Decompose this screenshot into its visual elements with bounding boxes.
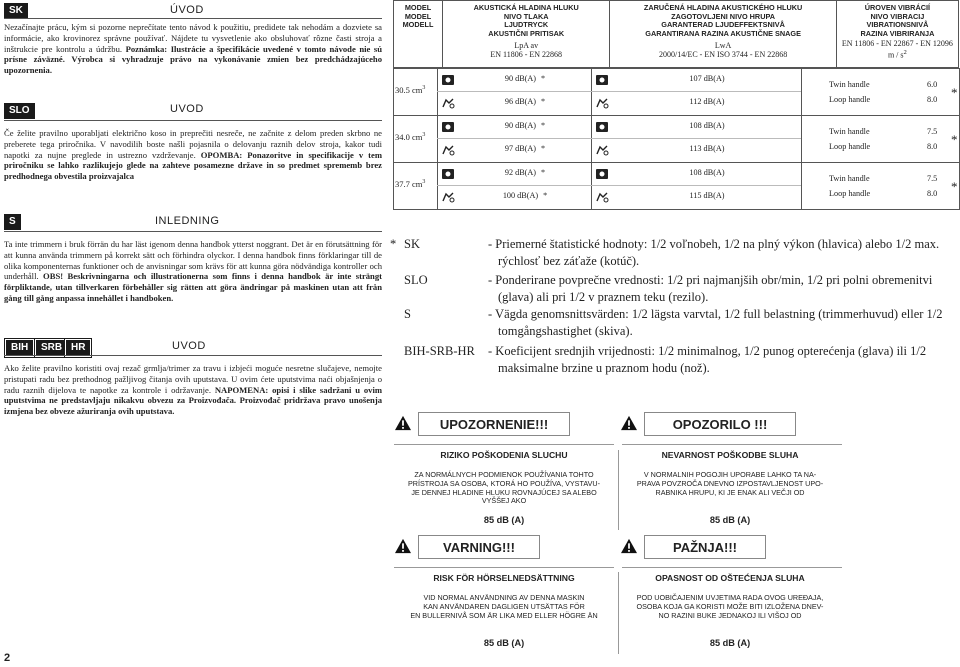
intro-normal-s: Ta inte trimmern i bruk förrän du har läst igenom denna handbok ytterst noggrant. Det är en förutsättning för att kunna använda trimmern på korrekt sätt och förhindra olyckor. I denna handbok finns förklaringar till de olika komponenternas funktioner och de anvisningar som krävs för att kunna göra nödvändiga kontroller och underhåll. xyxy=(4,239,382,282)
warning-text xyxy=(394,471,614,506)
vibration-handle: Loop handle xyxy=(829,142,871,151)
model-cell xyxy=(395,85,437,95)
table-rule xyxy=(393,162,959,163)
vibration-value: 8.0 xyxy=(927,142,938,151)
model-value: 37.7 cm xyxy=(395,179,423,189)
spec-table xyxy=(393,0,959,68)
warning-title: OPASNOST OD OŠTEĆENJA SLUHA xyxy=(655,573,805,583)
intro-note-slo: OPOMBA: Ponazoritve in specifikacije v tem priročniku se lahko razlikujejo glede na zahteve posamezne države in so predmet sprememb brez predhodnega obvestila proizvajalca xyxy=(4,149,382,182)
asterisk-mark: * xyxy=(541,74,546,83)
cubic-superscript: 3 xyxy=(422,132,426,139)
warning-text-line: JE DENNEJ HLADINE HLUKU ROVNAJÚCEJ SA ALEBO xyxy=(411,487,597,497)
warning-title: NEVARNOST POŠKODBE SLUHA xyxy=(661,450,799,460)
lpa-text: 90 dB(A) xyxy=(504,74,537,83)
note-language: SK xyxy=(404,237,420,251)
engine-icon xyxy=(595,167,609,179)
table-rule xyxy=(393,68,959,69)
warning-text-line: V NORMALNIH POGOJIH UPORABE LAHKO TA NA- xyxy=(643,470,817,479)
engine-icon xyxy=(595,120,609,132)
lpa-value xyxy=(459,168,591,177)
vibration-handle: Loop handle xyxy=(829,95,871,104)
table-rule xyxy=(591,68,592,210)
lpa-text: 90 dB(A) xyxy=(504,121,537,130)
lpa-value xyxy=(459,191,591,200)
warning-text-line: PRAVA POVZROČA DNEVNO IZPOSTAVLJENOST UPO- xyxy=(636,478,824,488)
warning-text-line: VYŠŠEJ AKO xyxy=(481,496,527,506)
note-language: S xyxy=(404,307,411,321)
noise-header-line: AKUSTIČNI PRITISAK xyxy=(488,28,565,38)
lwa-value: 115 dB(A) xyxy=(689,191,725,200)
warning-text-line: RABNIKA HRUPU, KI JE ENAK ALI VEČJI OD xyxy=(655,487,805,497)
note-text: - Priemerné štatistické hodnoty: 1/2 voľnobeh, 1/2 na plný výkon (hlavica) alebo 1/2 max. rýchlosť bez záťaže (kotúč). xyxy=(488,237,940,268)
engine-icon xyxy=(441,120,455,132)
note-text: - Ponderirane povprečne vrednosti: 1/2 pri najmanjših obr/min, 1/2 pri polni obremenitvi (glava) ali pri 1/2 v praznem teku (rezilo). xyxy=(488,273,933,304)
asterisk-mark: * xyxy=(951,132,958,147)
warning-separator xyxy=(618,572,619,654)
lpa-text: 100 dB(A) xyxy=(502,191,539,200)
trimmer-head-icon xyxy=(441,143,455,155)
table-rule xyxy=(393,68,394,210)
lwa-value: 108 dB(A) xyxy=(689,121,725,130)
lpa-value xyxy=(459,74,591,83)
vibration-header-line: VIBRATIONSNIVÅ xyxy=(866,20,929,30)
warning-value: 85 dB (A) xyxy=(483,638,525,648)
vibration-value: 6.0 xyxy=(927,80,938,89)
asterisk-mark: * xyxy=(951,85,958,100)
lang-tag-srb: SRB xyxy=(35,339,68,357)
power-standard: 2000/14/EC - EN ISO 3744 - EN 22868 xyxy=(659,49,788,59)
cubic-superscript: 3 xyxy=(422,85,426,92)
lpa-text: 92 dB(A) xyxy=(504,168,537,177)
warning-divider xyxy=(394,567,614,568)
warning-title: RIZIKO POŠKODENIA SLUCHU xyxy=(440,450,568,460)
warning-text-line: OSOBA KOJA GA KORISTI MOŽE BITI IZLOŽENA DNEV- xyxy=(636,601,824,611)
model-header xyxy=(394,1,443,68)
warning-triangle-icon xyxy=(620,415,638,436)
vibration-value: 7.5 xyxy=(927,174,938,183)
power-header-line: ZAGOTOVLJENI NIVO HRUPA xyxy=(671,11,776,21)
table-rule xyxy=(437,68,438,210)
vibration-handle: Twin handle xyxy=(829,80,870,89)
vibration-handle: Twin handle xyxy=(829,174,870,183)
warning-text xyxy=(620,594,840,620)
warning-value: 85 dB (A) xyxy=(483,515,525,525)
noise-header-line: LJUDTRYCK xyxy=(504,20,549,30)
warning-label: OPOZORILO !!! xyxy=(644,412,796,436)
engine-icon xyxy=(441,167,455,179)
asterisk-mark: * xyxy=(541,97,546,106)
vibration-handle: Loop handle xyxy=(829,189,871,198)
warning-triangle-icon xyxy=(394,538,412,559)
warning-text xyxy=(620,471,840,497)
model-header-line: MODEL xyxy=(404,3,432,12)
asterisk-mark: * xyxy=(543,191,548,200)
lang-tag-slo: SLO xyxy=(4,103,35,119)
note-text: - Koeficijent srednjih vrijednosti: 1/2 minimalnog, 1/2 punog opterećenja (glava) ili 1/2 maksimalne brzine u praznom hodu (nož). xyxy=(488,344,927,375)
vibration-unit: m / $s^2$ xyxy=(887,48,907,60)
lang-tag-s: S xyxy=(4,214,21,230)
trimmer-head-icon xyxy=(595,143,609,155)
trimmer-head-icon xyxy=(441,190,455,202)
warning-label: UPOZORNENIE!!! xyxy=(418,412,570,436)
intro-text-sk xyxy=(4,22,382,76)
noise-standard: EN 11806 - EN 22868 xyxy=(490,49,563,59)
lpa-text: 96 dB(A) xyxy=(504,97,537,106)
model-value: 30.5 cm xyxy=(395,85,423,95)
warning-text-line: VID NORMAL ANVÄNDNING AV DENNA MASKIN xyxy=(423,593,585,602)
section-heading-sk: ÚVOD xyxy=(170,4,204,16)
page-number: 2 xyxy=(4,652,11,664)
warning-triangle-icon xyxy=(620,538,638,559)
table-rule-light xyxy=(437,138,801,139)
note-language: BIH-SRB-HR xyxy=(404,344,475,358)
model-cell xyxy=(395,132,437,142)
warning-label: PAŽNJA!!! xyxy=(644,535,766,559)
noise-header-line: NIVO TLAKA xyxy=(503,11,549,21)
section-heading-slo: UVOD xyxy=(170,103,204,115)
power-header xyxy=(610,1,836,68)
asterisk-mark: * xyxy=(951,179,958,194)
noise-header-line: AKUSTICKÁ HLADINA HLUKU xyxy=(473,3,579,12)
lpa-value xyxy=(459,144,591,153)
noise-header xyxy=(443,1,610,68)
power-header-line: GARANTIRANA RAZINA AKUSTIČNE SNAGE xyxy=(645,28,801,38)
asterisk-mark: * xyxy=(541,168,546,177)
model-value: 34.0 cm xyxy=(395,132,423,142)
intro-note-sk: Poznámka: Ilustrácie a špecifikácie uvedené v tomto návode nie sú prísne záväzné. Výrobca si vyhradzuje právo na vykonávanie zmien bez predchádzajúceho upozornenia. xyxy=(4,43,382,76)
power-header-line: GARANTERAD LJUDEFFEKTSNIVÅ xyxy=(661,20,785,30)
vibration-header-line: NIVO VIBRACIJ xyxy=(870,11,925,21)
warning-text-line: POD UOBIČAJENIM UVJETIMA RADA OVOG UREĐAJA, xyxy=(636,593,824,602)
engine-icon xyxy=(595,73,609,85)
section-heading-s: INLEDNING xyxy=(155,215,220,227)
vibration-value: 8.0 xyxy=(927,189,938,198)
divider xyxy=(4,120,382,121)
note-text: - Vägda genomsnittsvärden: 1/2 lägsta varvtal, 1/2 full belastning (trimmerhuvud) eller 1/2 tomgångshastighet (skiva). xyxy=(488,307,943,338)
table-rule-light xyxy=(437,91,801,92)
intro-text-bih xyxy=(4,363,382,417)
vibration-header-line: RAZINA VIBRIRANJA xyxy=(860,28,935,38)
lpa-text: 97 dB(A) xyxy=(504,144,537,153)
vibration-handle: Twin handle xyxy=(829,127,870,136)
warning-title: RISK FÖR HÖRSELNEDSÄTTNING xyxy=(433,573,575,583)
section-heading-bih: UVOD xyxy=(172,340,206,352)
table-rule xyxy=(801,68,802,210)
intro-text-slo xyxy=(4,128,382,182)
notes-asterisk: * xyxy=(390,237,397,251)
power-unit: LwA xyxy=(714,41,732,51)
warning-divider xyxy=(622,567,842,568)
warning-separator xyxy=(618,450,619,530)
trimmer-head-icon xyxy=(595,96,609,108)
trimmer-head-icon xyxy=(441,96,455,108)
warning-text xyxy=(394,594,614,620)
warning-value: 85 dB (A) xyxy=(709,515,751,525)
intro-normal-bih: Ako želite pravilno koristiti ovaj rezač grmlja/trimer za travu i izbjeći moguće nesretne slučajeve, nemojte pristupati radu bez prethodnog pažljivog čitanja ovih uputstava. U ovim ćete uputstvima naći objašnjenja o radu raznih dijelova te napotke za kontrole i održavanje. xyxy=(4,363,382,395)
lpa-value xyxy=(459,121,591,130)
warning-text-line: KAN ANVÄNDAREN DAGLIGEN UTSÄTTAS FÖR xyxy=(423,601,585,611)
table-rule xyxy=(393,115,959,116)
warning-triangle-icon xyxy=(394,415,412,436)
lang-tag-hr: HR xyxy=(65,339,91,357)
lang-tag-sk: SK xyxy=(4,3,28,19)
warning-text-line: PRÍSTROJA SA OSOBA, KTORÁ HO POUŽÍVA, VYSTAVU- xyxy=(408,478,600,488)
warning-divider xyxy=(622,444,842,445)
vibration-standard: EN 11806 - EN 22867 - EN 12096 xyxy=(841,39,953,49)
warning-text-line: EN BULLERNIVÅ SOM ÄR LIKA MED ELLER HÖGRE ÄN xyxy=(410,610,598,620)
warning-value: 85 dB (A) xyxy=(709,638,751,648)
vibration-value: 7.5 xyxy=(927,127,938,136)
power-header-line: ZARUČENÁ HLADINA AKUSTICKÉHO HLUKU xyxy=(643,3,803,12)
lwa-value: 107 dB(A) xyxy=(689,74,725,83)
engine-icon xyxy=(441,73,455,85)
vibration-header xyxy=(836,1,958,68)
warning-text-line: NO RAZINI BUKE JEDNAKOJ ILI VIŠOJ OD xyxy=(658,610,802,620)
table-rule xyxy=(393,209,959,210)
table-rule-light xyxy=(437,185,801,186)
lpa-value xyxy=(459,97,591,106)
cubic-superscript: 3 xyxy=(422,179,426,186)
model-header-line: MODELL xyxy=(402,20,434,30)
vibration-unit-text: m / s xyxy=(887,50,904,60)
lwa-value: 113 dB(A) xyxy=(689,144,725,153)
asterisk-mark: * xyxy=(541,121,546,130)
model-cell xyxy=(395,179,437,189)
warning-label: VARNING!!! xyxy=(418,535,540,559)
intro-normal-sk: Nezačínajte prácu, kým si pozorne neprečítate tento návod k použitiu, predidete tak nehodám a dozviete sa informácie, ako krovinorez správne používať. Nájdete tu vysvetlenie ako obsluhovať rôzne časti stroja a inštrukcie pre kontrolu a údržbu. xyxy=(4,22,382,54)
warning-divider xyxy=(394,444,614,445)
warning-text-line: ZA NORMÁLNYCH PODMIENOK POUŽÍVANIA TOHTO xyxy=(414,470,594,479)
intro-note-bih: NAPOMENA: opisi i slike sadržani u ovim uputstvima ne predstavljaju nikakvu obvezu za Proizvođača. Proizvođač pridržava pravo unošenja izmjena bez obveze ažuriranja ovih uputstava. xyxy=(4,384,383,417)
noise-unit: LpA av xyxy=(514,41,539,51)
lwa-value: 112 dB(A) xyxy=(689,97,725,106)
divider xyxy=(4,355,382,356)
intro-normal-slo: Če želite pravilno uporabljati električno koso in preprečiti nesreče, ne začnite z delom preden skrbno ne preberete tega priročnika. V navodilih boste našli pojasnila o delovanju raznih delov stroja, kakor tudi napotki za nujne preglede in ustrezno vzdrževanje. xyxy=(4,128,382,160)
trimmer-head-icon xyxy=(595,190,609,202)
intro-note-s: OBS! Beskrivningarna och illustrationerna som finns i denna handbok är inte strängt förpliktande, utan tillverkaren förbehåller sig rätten att göra ändringar på maskinen utan att från gång till gång anpassa innehållet i handboken. xyxy=(4,271,382,303)
divider xyxy=(4,231,382,232)
vibration-value: 8.0 xyxy=(927,95,938,104)
intro-text-s xyxy=(4,239,382,304)
vibration-header-line: ÚROVEN VIBRÁCIÍ xyxy=(864,3,931,12)
asterisk-mark: * xyxy=(541,144,546,153)
lang-tag-bih: BIH xyxy=(5,339,34,357)
note-language: SLO xyxy=(404,273,428,287)
divider xyxy=(4,18,382,19)
model-header-line: MODEL xyxy=(404,11,432,21)
lwa-value: 108 dB(A) xyxy=(689,168,725,177)
